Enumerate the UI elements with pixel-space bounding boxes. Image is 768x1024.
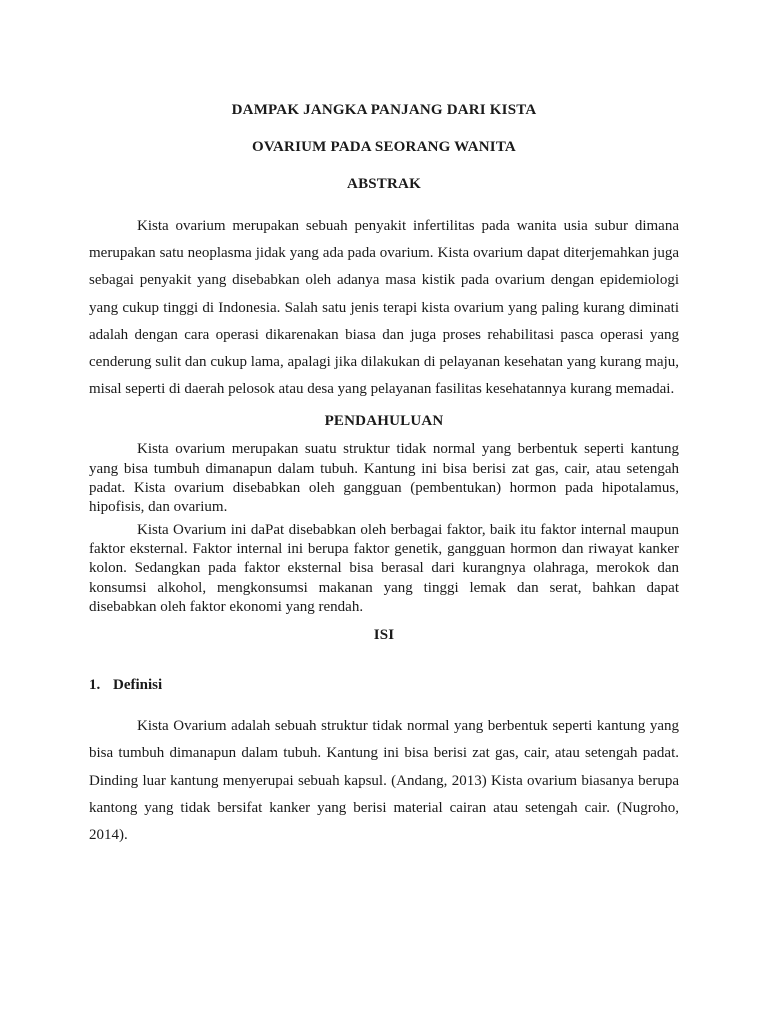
abstract-heading: ABSTRAK	[347, 176, 421, 192]
pendahuluan-paragraph-1: Kista ovarium merupakan suatu struktur tidak normal yang berbentuk seperti kantung yang bisa tumbuh dimanapun dalam tubuh. Kantung ini bisa berisi zat gas, cair, atau setengah padat. Kista ovarium disebabkan oleh gangguan (pembentukan) hormon pada hipotalamus, hipofisis, dan ovarium.	[89, 441, 679, 516]
isi-item-1-label: Definisi	[113, 677, 163, 694]
pendahuluan-heading: PENDAHULUAN	[324, 413, 444, 430]
definisi-paragraph: Kista Ovarium adalah sebuah struktur tidak normal yang berbentuk seperti kantung yang bisa tumbuh dimanapun dalam tubuh. Kantung ini bisa berisi zat gas, cair, atau setengah padat. Dinding luar kantung menyerupai sebuah kapsul. (Andang, 2013) Kista ovarium biasanya berupa kantong yang tidak bersifat kanker yang berisi material cairan atau setengah cair. (Nugroho, 2014).	[89, 718, 679, 843]
document-title-line-1: DAMPAK JANGKA PANJANG DARI KISTA	[231, 102, 537, 118]
title-block	[89, 92, 679, 203]
isi-item-1-number: 1.	[89, 677, 101, 694]
definisi-spacer	[89, 695, 679, 713]
document-title-line-2: OVARIUM PADA SEORANG WANITA	[252, 139, 516, 155]
document-text-column	[89, 0, 679, 849]
abstract-spacer	[89, 203, 679, 213]
isi-item-1-heading	[89, 675, 679, 695]
abstract-paragraph: Kista ovarium merupakan sebuah penyakit infertilitas pada wanita usia subur dimana merupakan satu neoplasma jidak yang ada pada ovarium. Kista ovarium dapat diterjemahkan juga sebagai penyakit yang disebabkan oleh adanya masa kistik pada ovarium dengan epidemiologi yang cukup tinggi di Indonesia. Salah satu jenis terapi kista ovarium yang paling kurang diminati adalah dengan cara operasi dikarenakan biasa dan juga proses rehabilitasi pasca operasi yang cenderung sulit dan cukup lama, apalagi jika dilakukan di pelayanan kesehatan yang kurang maju, misal seperti di daerah pelosok atau desa yang pelayanan fasilitas kesehatannya kurang memadai.	[89, 218, 679, 398]
pendahuluan-paragraph-2: Kista Ovarium ini daPat disebabkan oleh berbagai faktor, baik itu faktor internal maupun faktor eksternal. Faktor internal ini berupa faktor genetik, gangguan hormon dan riwayat kanker kolon. Sedangkan pada faktor eksternal bisa berasal dari kurangnya olahraga, merokok dan konsumsi alkohol, mengkonsumsi makanan yang tinggi lemak dan serat, bahkan dapat disebabkan oleh faktor ekonomi yang rendah.	[89, 521, 679, 615]
isi-heading: ISI	[373, 627, 395, 644]
